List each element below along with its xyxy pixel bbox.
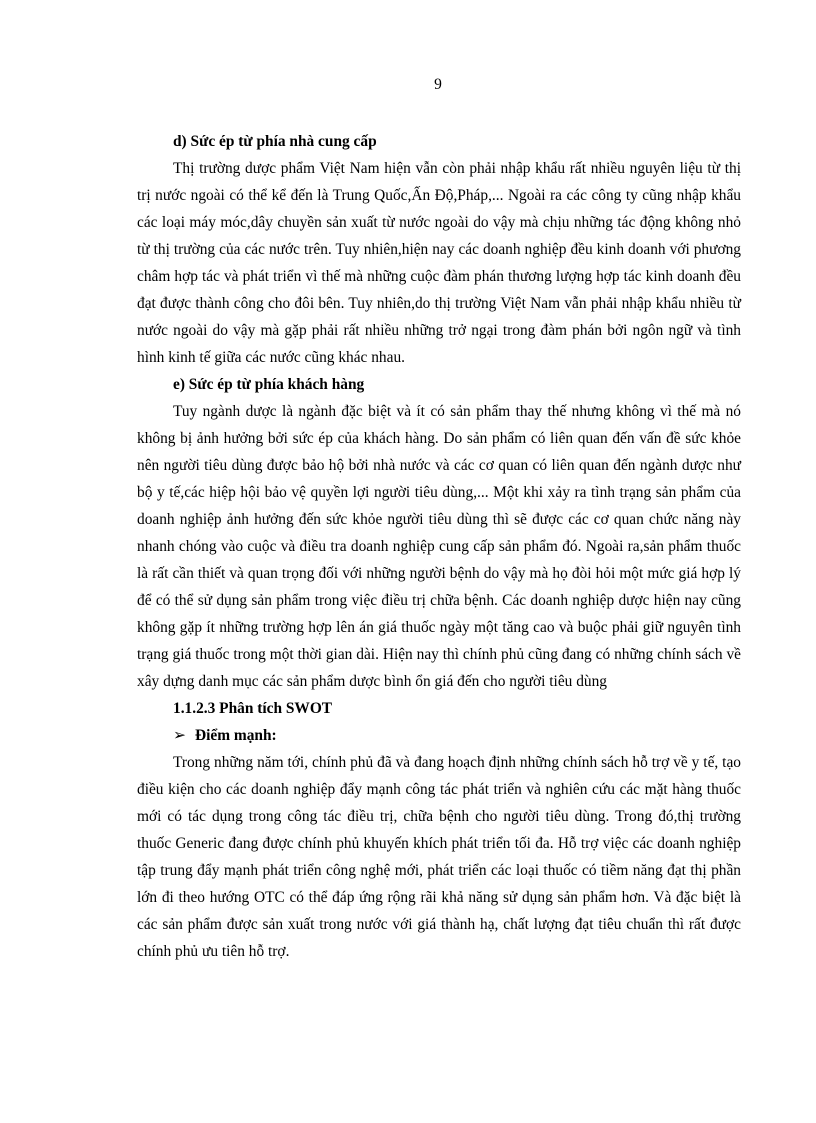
swot-heading: 1.1.2.3 Phân tích SWOT (173, 700, 333, 717)
document-body (137, 128, 741, 965)
section-e-heading: e) Sức ép từ phía khách hàng (173, 376, 365, 393)
section-d-heading: d) Sức ép từ phía nhà cung cấp (173, 133, 377, 150)
strengths-heading-row (137, 722, 741, 749)
page-number: 9 (434, 76, 442, 93)
section-e-paragraph: Tuy ngành dược là ngành đặc biệt và ít có sản phẩm thay thế nhưng không vì thế mà nó không bị ảnh hưởng bởi sức ép của khách hàng. Do sản phẩm có liên quan đến vấn đề sức khỏe nên người tiêu dùng được bảo hộ bởi nhà nước và các cơ quan có liên quan đến ngành dược như bộ y tế,các hiệp hội bảo vệ quyền lợi người tiêu dùng,... Một khi xảy ra tình trạng sản phẩm của doanh nghiệp ảnh hưởng đến sức khỏe người tiêu dùng thì sẽ được các cơ quan chức năng này nhanh chóng vào cuộc và điều tra doanh nghiệp cung cấp sản phẩm đó. Ngoài ra,sản phẩm thuốc là rất cần thiết và quan trọng đối với những người bệnh do vậy mà họ đòi hỏi một mức giá hợp lý để có thể sử dụng sản phẩm trong việc điều trị chữa bệnh. Các doanh nghiệp dược hiện nay cũng không gặp ít những trường hợp lên án giá thuốc ngày một tăng cao và buộc phải giữ nguyên tình trạng giá thuốc trong một thời gian dài. Hiện nay thì chính phủ cũng đang có những chính sách về xây dựng danh mục các sản phẩm dược bình ổn giá đến cho người tiêu dùng (137, 403, 741, 690)
strengths-paragraph: Trong những năm tới, chính phủ đã và đang hoạch định những chính sách hỗ trợ về y tế, tạo điều kiện cho các doanh nghiệp đẩy mạnh công tác phát triển và nghiên cứu các mặt hàng thuốc mới có tác dụng trong công tác điều trị, chữa bệnh cho người tiêu dùng. Trong đó,thị trường thuốc Generic đang được chính phủ khuyến khích phát triển tối đa. Hỗ trợ việc các doanh nghiệp tập trung đẩy mạnh phát triển công nghệ mới, phát triển các loại thuốc có tiềm năng đạt thị phần lớn đi theo hướng OTC có thể đáp ứng rộng rãi khả năng sử dụng sản phẩm hơn. Và đặc biệt là các sản phẩm được sản xuất trong nước với giá thành hạ, chất lượng đạt tiêu chuẩn thì rất được chính phủ ưu tiên hỗ trợ. (137, 754, 741, 960)
arrow-bullet-icon: ➢ (173, 727, 186, 744)
section-d-paragraph: Thị trường dược phẩm Việt Nam hiện vẫn còn phải nhập khẩu rất nhiều nguyên liệu từ thị trị nước ngoài có thể kể đến là Trung Quốc,Ấn Độ,Pháp,... Ngoài ra các công ty cũng nhập khẩu các loại máy móc,dây chuyền sản xuất từ nước ngoài do vậy mà chịu những tác động không nhỏ từ thị trường của các nước trên. Tuy nhiên,hiện nay các doanh nghiệp đều kinh doanh với phương châm hợp tác và phát triển vì thế mà những cuộc đàm phán thương lượng hợp tác kinh doanh đều đạt được thành công cho đôi bên. Tuy nhiên,do thị trường Việt Nam vẫn phải nhập khẩu nhiều từ nước ngoài do vậy mà gặp phải rất nhiều những trở ngại trong đàm phán bởi ngôn ngữ và tình hình kinh tế giữa các nước cũng khác nhau. (137, 160, 741, 366)
strengths-heading: Điểm mạnh: (195, 727, 277, 744)
